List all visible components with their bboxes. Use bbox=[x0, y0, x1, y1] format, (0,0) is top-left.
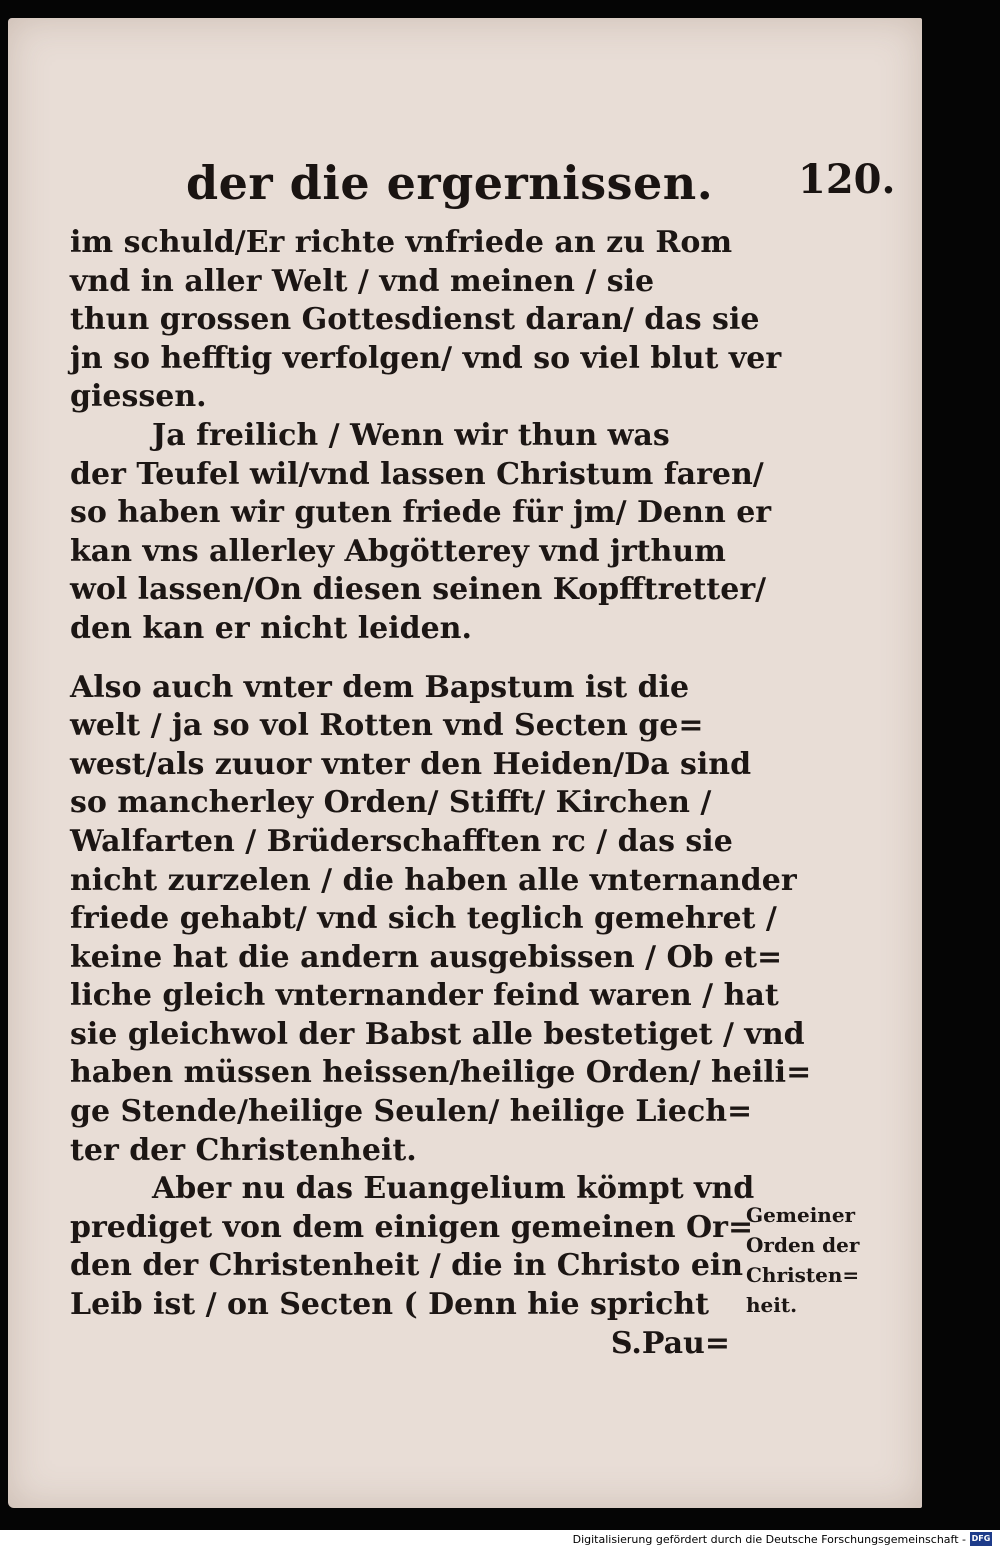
paragraph-gap bbox=[70, 649, 730, 669]
text-line: sie gleichwol der Babst alle bestetiget / vnd bbox=[70, 1016, 805, 1052]
text-line: Ja freilich / Wenn wir thun was bbox=[152, 417, 670, 453]
page-number: 120. bbox=[798, 156, 896, 203]
text-line: kan vns allerley Abgötterey vnd jrthum bbox=[70, 533, 726, 569]
text-line: Leib ist / on Secten ( Denn hie spricht bbox=[70, 1287, 710, 1323]
dfg-logo-icon: DFG bbox=[970, 1532, 992, 1546]
running-title: der die ergernissen. bbox=[186, 156, 714, 210]
text-line: thun grossen Gottesdienst daran/ das sie bbox=[70, 302, 760, 338]
text-line: den der Christenheit / die in Christo ein bbox=[70, 1248, 744, 1284]
text-line: der Teufel wil/vnd lassen Christum faren/ bbox=[70, 456, 764, 492]
footer-bar bbox=[0, 1530, 1000, 1550]
text-line: Aber nu das Euangelium kömpt vnd bbox=[152, 1171, 755, 1207]
text-line: im schuld/Er richte vnfriede an zu Rom bbox=[70, 225, 733, 260]
marginal-note-line: Orden der bbox=[746, 1233, 860, 1257]
text-line: giessen. bbox=[70, 379, 207, 415]
text-line: so haben wir guten friede für jm/ Denn er bbox=[70, 495, 772, 531]
catchword: S.Pau= bbox=[610, 1325, 730, 1361]
text-line: den kan er nicht leiden. bbox=[70, 610, 472, 646]
text-line-with-initial: Also auch vnter dem Bapstum ist die bbox=[70, 669, 690, 705]
text-line: liche gleich vnternander feind waren / hat bbox=[70, 978, 779, 1014]
text-line: jn so hefftig verfolgen/ vnd so viel blut ver bbox=[70, 340, 782, 376]
marginal-note bbox=[746, 1200, 896, 1320]
text-line: keine hat die andern ausgebissen / Ob et= bbox=[70, 939, 783, 975]
text-line: Walfarten / Brüderschafften rc / das sie bbox=[70, 823, 733, 859]
text-line: so mancherley Orden/ Stifft/ Kirchen / bbox=[70, 785, 712, 821]
marginal-note-line: Gemeiner bbox=[746, 1203, 856, 1227]
text-line: friede gehabt/ vnd sich teglich gemehret / bbox=[70, 901, 777, 937]
text-line: prediget von dem einigen gemeinen Or= bbox=[70, 1209, 754, 1245]
text-line: ge Stende/heilige Seulen/ heilige Liech= bbox=[70, 1094, 753, 1130]
text-line: wol lassen/On diesen seinen Kopfftretter/ bbox=[70, 572, 767, 608]
footer-credit: Digitalisierung gefördert durch die Deutsche Forschungsgemeinschaft - bbox=[572, 1533, 966, 1546]
text-line: welt / ja so vol Rotten vnd Secten ge= bbox=[70, 708, 704, 744]
text-line: west/als zuuor vnter den Heiden/Da sind bbox=[70, 746, 752, 782]
marginal-note-line: Christen= bbox=[746, 1263, 860, 1287]
marginal-note-line: heit. bbox=[746, 1293, 798, 1317]
text-line: haben müssen heissen/heilige Orden/ heili= bbox=[70, 1055, 812, 1091]
text-line: nicht zurzelen / die haben alle vnternander bbox=[70, 862, 797, 898]
text-line: vnd in aller Welt / vnd meinen / sie bbox=[70, 263, 655, 299]
text-line: ter der Christenheit. bbox=[70, 1132, 417, 1168]
book-page bbox=[8, 18, 922, 1508]
